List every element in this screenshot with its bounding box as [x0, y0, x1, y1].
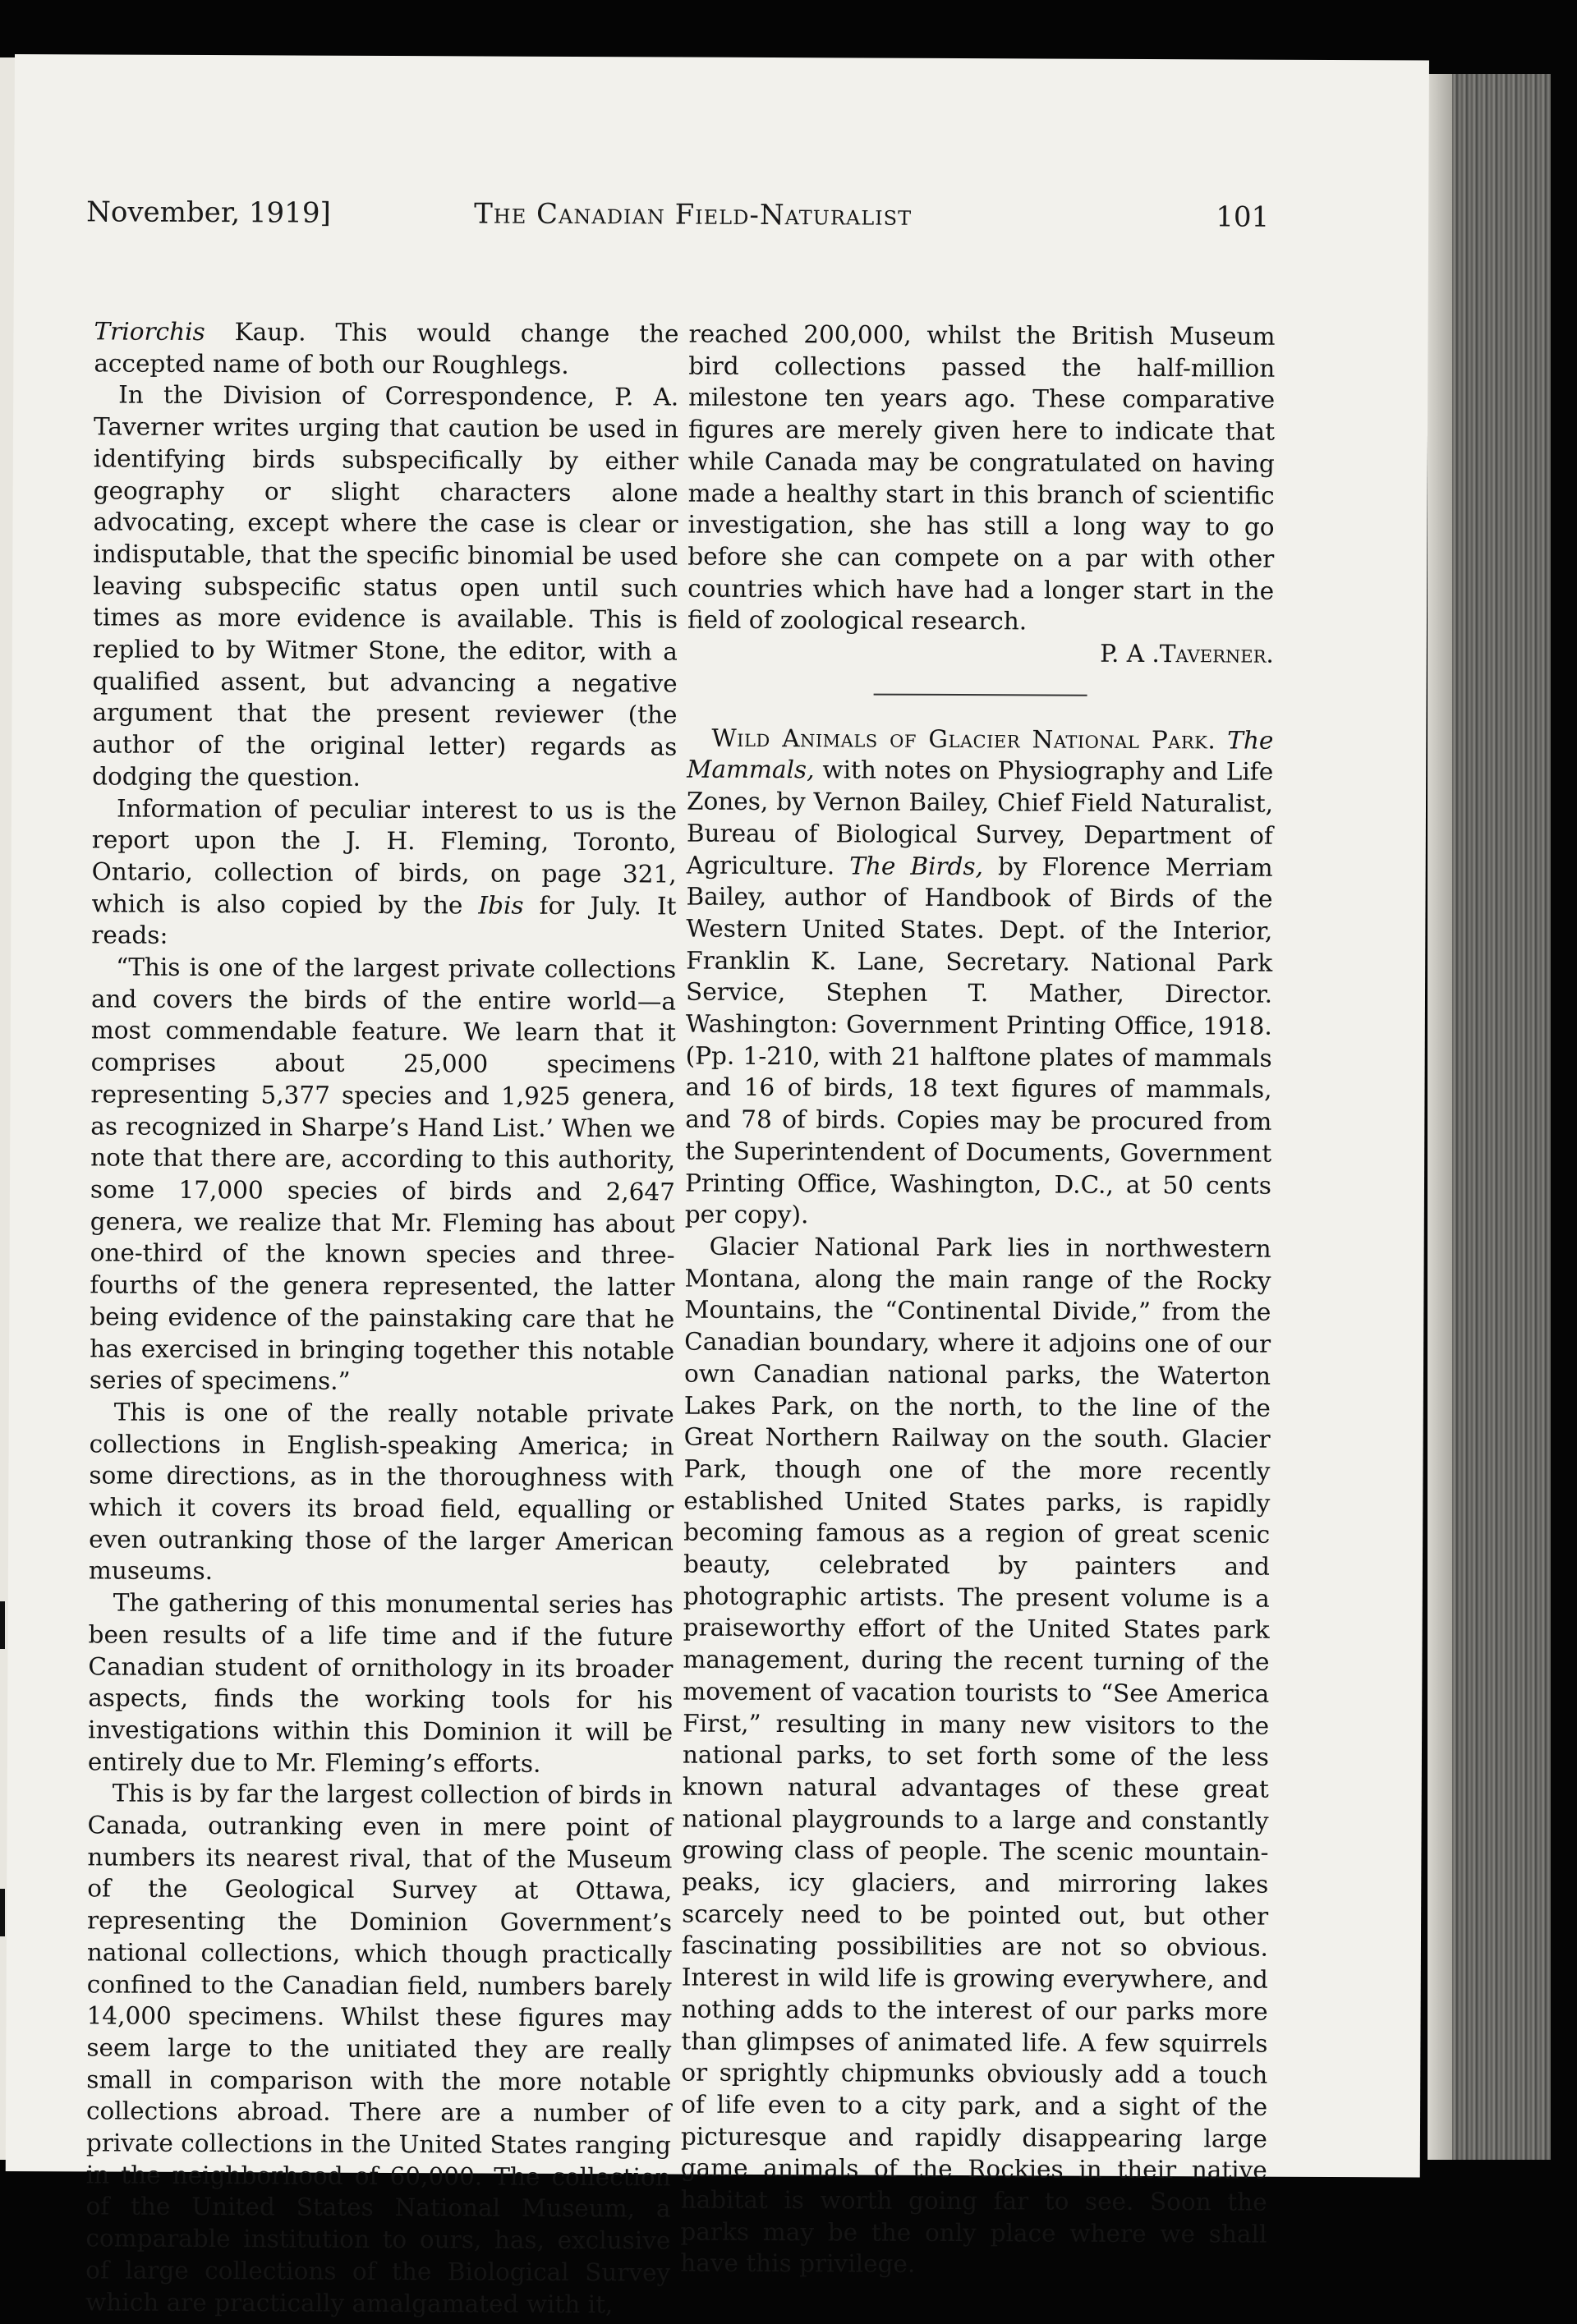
book-page — [6, 54, 1429, 2318]
paragraph: reached 200,000, whilst the British Museum bird collections passed the half-million milestone ten years ago. These comparative figures are merely given here to indicate that while Canada may be congratulated on having made a healthy start in this branch of scientific investigation, she has still a long way to go before she can compete on a par with other countries which have had a longer start in the field of zoological research. — [687, 319, 1276, 636]
journal-name: Ibis — [478, 891, 524, 920]
author-signature: P. A .Taverner. — [1100, 639, 1274, 668]
right-column — [680, 319, 1275, 2282]
paragraph-text: for July. It reads: — [91, 891, 677, 950]
paragraph: This is by far the largest collection of birds in Canada, outranking even in mere point of numbers its nearest rival, that of the Museum of the Geological Survey at Ottawa, representing the Dominion Government’s national collections, which though practically confined to the Canadian field, numbers barely 14,000 specimens. Whilst these figures may seem large to the unitiated they are really small in comparison with the more notable collections abroad. There are a number of private collections in the United States ranging in the neighborhood of 60,000. The collection of the United States National Museum, a comparable institution to ours, has, exclusive of large collections of the Biological Survey which are practically amalgamated with it, — [85, 1779, 673, 2318]
journal-title: The Canadian Field-Naturalist — [474, 197, 913, 232]
scan-mark — [0, 1601, 5, 1649]
paragraph: In the Division of Correspondence, P. A. Taverner writes urging that caution be used in identifying birds subspecifically by either geography or slight characters alone advocating, except where the case is clear or indisputable, that the specific binomial be used leaving subspecific status open until such times as more evidence is available. This is replied to by Witmer Stone, the editor, with a qualified assent, but advancing a negative argument that the present reviewer (the author of the original letter) regards as dodging the question. — [92, 380, 679, 792]
paragraph: Glacier National Park lies in northwestern Montana, along the main range of the Rocky Mountains, the “Continental Divide,” from the Canadian boundary, where it adjoins one of our own Canadian national parks, the Waterton Lakes Park, on the north, to the line of the Great Northern Railway on the south. Glacier Park, though one of the more recently established United States parks, is rapidly becoming famous as a region of great scenic beauty, celebrated by painters and photographic artists. The present volume is a praiseworthy effort of the United States park management, during the recent turning of the movement of vacation tourists to “See America First,” resulting in many new visitors to the national parks, to set forth some of the less known natural advantages of these great national playgrounds to a large and constantly growing class of people. The scenic mountain-peaks, icy glaciers, and mirroring lakes scarcely need to be pointed out, but other fascinating possibilities are not so obvious. Interest in wild life is growing everywhere, and nothing adds to the interest of our parks more than glimpses of animated life. A few squirrels or sprightly chipmunks obviously add a touch of life even to a city park, and a sight of the picturesque and rapidly disappearing large game animals of the Rockies in their native habitat is worth going far to see. Soon the parks may be the only place where we shall have this privilege. — [680, 1232, 1271, 2279]
paragraph-text: with notes on Physiography and Life Zones, by Vernon Bailey, Chief Field Naturalist, Bureau of Biological Survey, Department of Agriculture. — [686, 756, 1274, 880]
issue-date: November, 1919] — [86, 195, 331, 230]
book-title: The Mammals, — [687, 726, 1274, 784]
quotation: “This is one of the largest private collections and covers the birds of the entire world—a most commendable feature. We learn that it comprises about 25,000 specimens representing 5,377 species and 1,925 genera, as recognized in Sharpe’s Hand List.’ When we note that there are, according to this authority, some 17,000 species of birds and 2,647 genera, we realize that Mr. Fleming has about one-third of the known species and three-fourths of the genera represented, the latter being evidence of the painstaking care that he has exercised in bringing together this notable series of specimens.” — [89, 953, 677, 1396]
left-column — [85, 315, 679, 2320]
book-title: The Birds, — [849, 851, 984, 880]
paragraph: This is one of the really notable private collections in English-speaking America; in some directions, as in the thoroughness with which it covers its broad field, equalling or even outranking those of the larger American museums. — [88, 1398, 674, 1586]
book-gutter-shadow — [1428, 74, 1452, 2160]
paragraph: The gathering of this monumental series has been results of a life time and if the future Canadian student of ornithology in its broader aspects, finds the working tools for his investigations within this Dominion it will be entirely due to Mr. Fleming’s efforts. — [87, 1588, 674, 1778]
running-head — [86, 195, 1269, 250]
section-divider — [874, 693, 1087, 696]
paragraph — [94, 315, 678, 382]
review-title: Wild Animals of Glacier National Park. — [711, 723, 1216, 755]
paragraph-text: Information of peculiar interest to us is the report upon the J. H. Fleming, Toronto, Ontario, collection of birds, on page 321, which is also copied by the — [91, 794, 678, 920]
paragraph-text: by Florence Merriam Bailey, author of Handbook of Birds of the Western United States. Dept. of the Interior, Franklin K. Lane, Secretary. National Park Service, Stephen T. Mather, Director. Washington: Government Printing Office, 1918. (Pp. 1-210, with 21 halftone plates of mammals and 16 of birds, 18 text figures of mammals, and 78 of birds. Copies may be procured from the Superintendent of Documents, Government Printing Office, Washington, D.C., at 50 cents per copy). — [684, 852, 1273, 1229]
page-number: 101 — [1216, 200, 1270, 234]
book-page-edges — [1428, 74, 1551, 2160]
scan-mark — [0, 1889, 5, 1936]
paragraph-text: Kaup. This would change the accepted name of both our Roughlegs. — [94, 318, 679, 379]
review-heading — [685, 722, 1274, 1233]
paragraph — [91, 792, 677, 954]
genus-name: Triorchis — [94, 317, 205, 347]
